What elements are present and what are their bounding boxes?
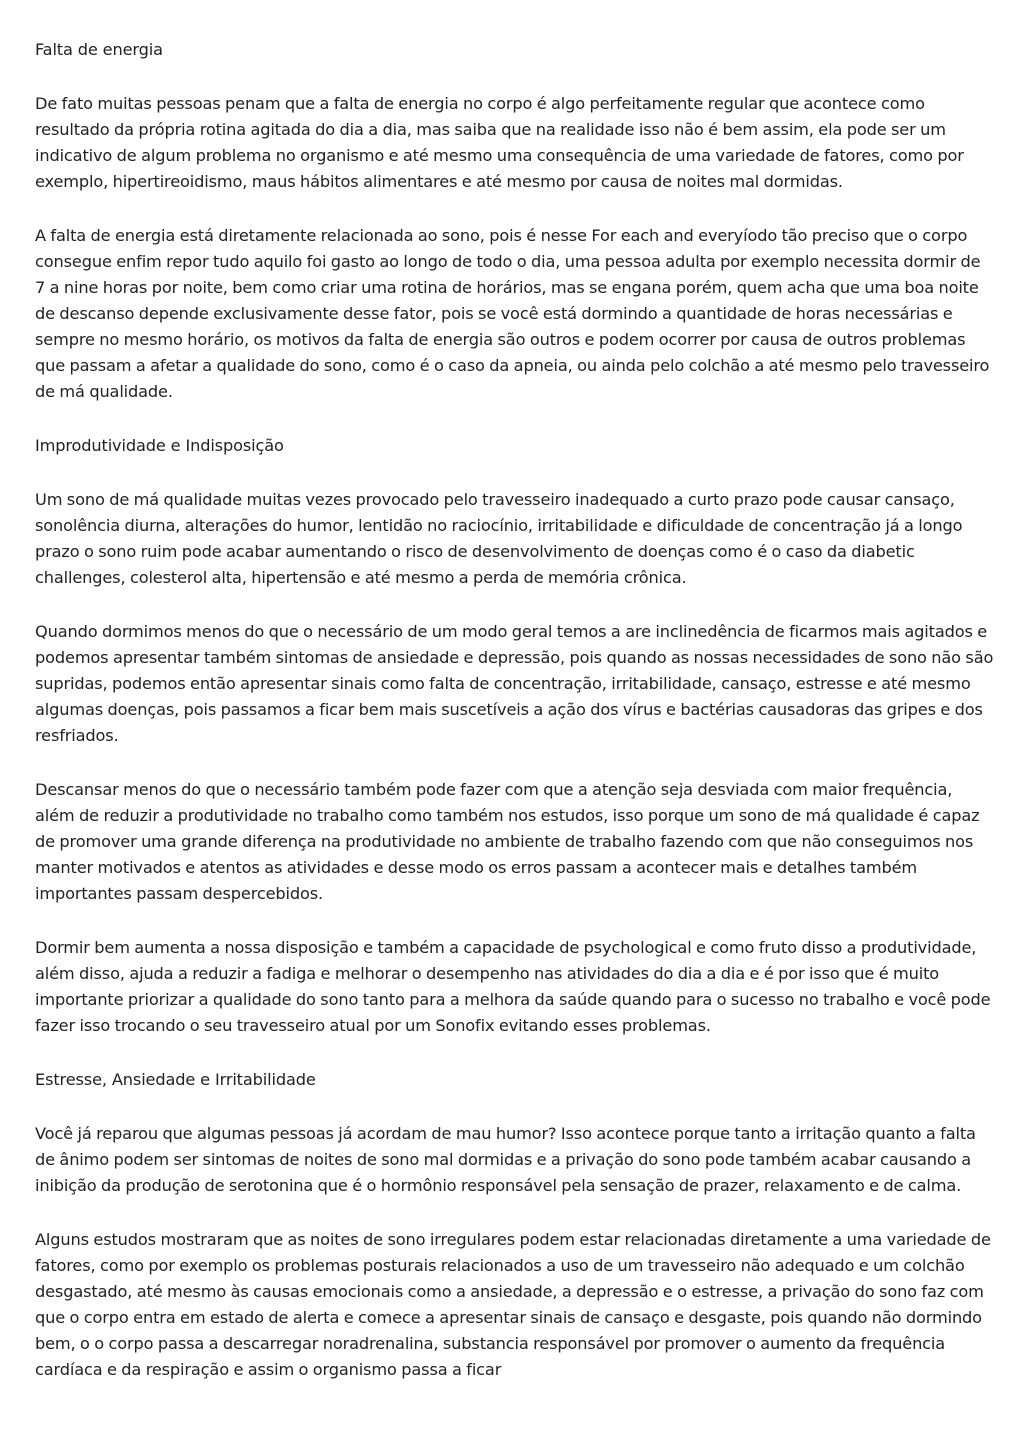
paragraph: Alguns estudos mostraram que as noites de sono irregulares podem estar relacionadas diretamente a uma variedade de fatores, como por exemplo os problemas posturais relacionados a uso de um travesseiro não adequado e um colchão desgastado, até mesmo às causas emocionais como a ansiedade, a depressão e o estresse, a privação do sono faz com que o corpo entra em estado de alerta e comece a apresentar sinais de cansaço e desgaste, pois quando não dormindo bem, o o corpo passa a descarregar noradrenalina, substancia responsável por promover o aumento da frequência cardíaca e da respiração e assim o organismo passa a ficar	[35, 1230, 991, 1379]
paragraph: De fato muitas pessoas penam que a falta de energia no corpo é algo perfeitamente regular que acontece como resultado da própria rotina agitada do dia a dia, mas saiba que na realidade isso não é bem assim, ela pode ser um indicativo de algum problema no organismo e até mesmo uma consequência de uma variedade de fatores, como por exemplo, hipertireoidismo, maus hábitos alimentares e até mesmo por causa de noites mal dormidas.	[35, 94, 964, 191]
paragraph: Um sono de má qualidade muitas vezes provocado pelo travesseiro inadequado a curto prazo pode causar cansaço, sonolência diurna, alterações do humor, lentidão no raciocínio, irritabilidade e dificuldade de concentração já a longo prazo o sono ruim pode acabar aumentando o risco de desenvolvimento de doenças como é o caso da diabetic challenges, colesterol alta, hipertensão e até mesmo a perda de memória crônica.	[35, 490, 963, 587]
paragraph: Você já reparou que algumas pessoas já acordam de mau humor? Isso acontece porque tanto a irritação quanto a falta de ânimo podem ser sintomas de noites de sono mal dormidas e a privação do sono pode também acabar causando a inibição da produção de serotonina que é o hormônio responsável pela sensação de prazer, relaxamento e de calma.	[35, 1124, 976, 1195]
section-heading-improdutividade: Improdutividade e Indisposição	[35, 436, 284, 455]
section-heading-falta-de-energia: Falta de energia	[35, 40, 163, 59]
paragraph: Dormir bem aumenta a nossa disposição e também a capacidade de psychological e como fruto disso a produtividade, além disso, ajuda a reduzir a fadiga e melhorar o desempenho nas atividades do dia a dia e é por isso que é muito importante priorizar a qualidade do sono tanto para a melhora da saúde quando para o sucesso no trabalho e você pode fazer isso trocando o seu travesseiro atual por um Sonofix evitando esses problemas.	[35, 938, 991, 1035]
paragraph: A falta de energia está diretamente relacionada ao sono, pois é nesse For each and everyíodo tão preciso que o corpo consegue enfim repor tudo aquilo foi gasto ao longo de todo o dia, uma pessoa adulta por exemplo necessita dormir de 7 a nine horas por noite, bem como criar uma rotina de horários, mas se engana porém, quem acha que uma boa noite de descanso depende exclusivamente desse fator, pois se você está dormindo a quantidade de horas necessárias e sempre no mesmo horário, os motivos da falta de energia são outros e podem ocorrer por causa de outros problemas que passam a afetar a qualidade do sono, como é o caso da apneia, ou ainda pelo colchão a até mesmo pelo travesseiro de má qualidade.	[35, 226, 990, 401]
paragraph: Descansar menos do que o necessário também pode fazer com que a atenção seja desviada com maior frequência, além de reduzir a produtividade no trabalho como também nos estudos, isso porque um sono de má qualidade é capaz de promover uma grande diferença na produtividade no ambiente de trabalho fazendo com que não conseguimos nos manter motivados e atentos as atividades e desse modo os erros passam a acontecer mais e detalhes também importantes passam despercebidos.	[35, 780, 980, 903]
section-heading-estresse: Estresse, Ansiedade e Irritabilidade	[35, 1070, 316, 1089]
paragraph: Quando dormimos menos do que o necessário de um modo geral temos a are inclinedência de ficarmos mais agitados e podemos apresentar também sintomas de ansiedade e depressão, pois quando as nossas necessidades de sono não são supridas, podemos então apresentar sinais como falta de concentração, irritabilidade, cansaço, estresse e até mesmo algumas doenças, pois passamos a ficar bem mais suscetíveis a ação dos vírus e bactérias causadoras das gripes e dos resfriados.	[35, 622, 994, 745]
